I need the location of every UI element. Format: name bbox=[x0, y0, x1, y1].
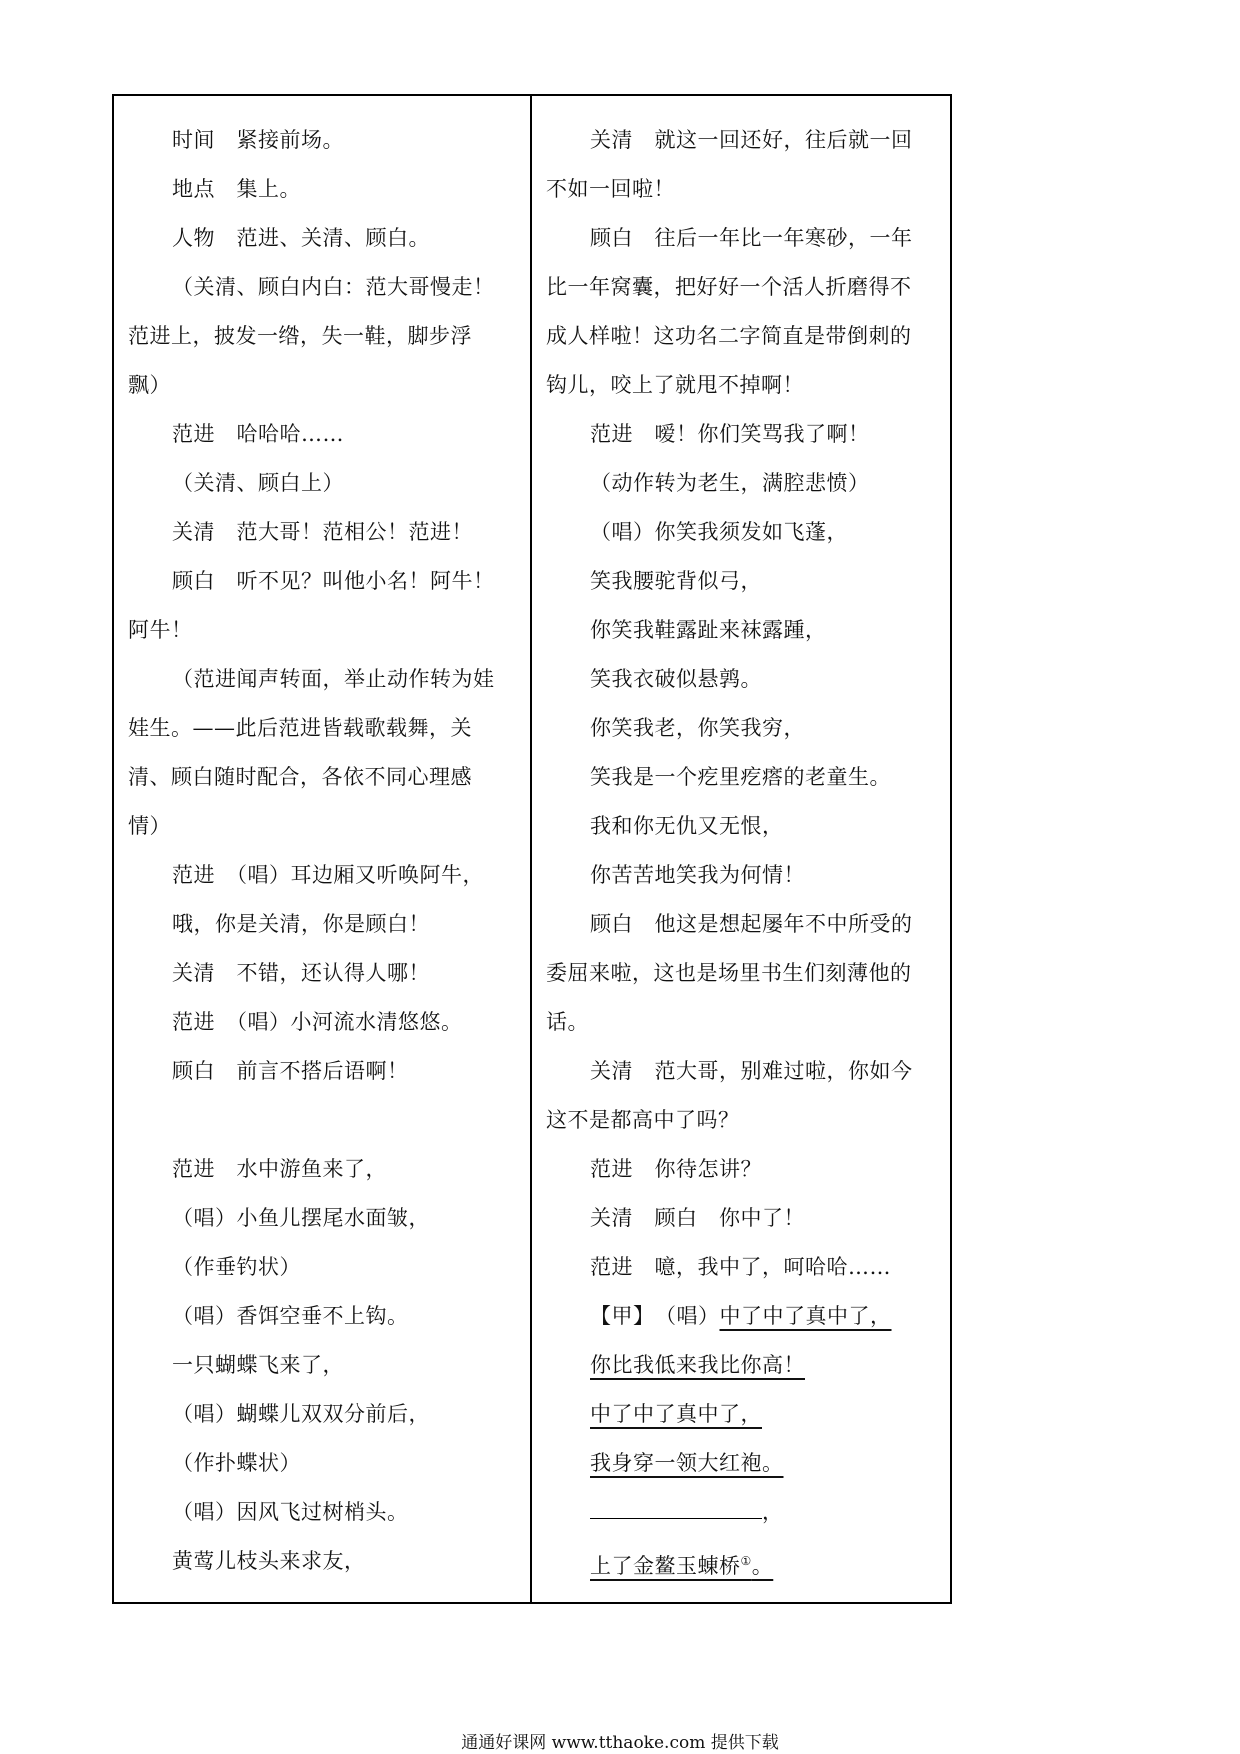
jia-line-2 bbox=[546, 1341, 936, 1390]
text-line: （唱）因风飞过树梢头。 bbox=[172, 1500, 409, 1524]
text-line: （范进闻声转面，举止动作转为娃 bbox=[172, 667, 495, 691]
text-line: 范进 你待怎讲？ bbox=[590, 1157, 762, 1181]
text-line: 范进 水中游鱼来了， bbox=[172, 1157, 387, 1181]
text-line: （作垂钓状） bbox=[172, 1255, 301, 1279]
text-line: 关清 范大哥！范相公！范进！ bbox=[172, 520, 473, 544]
text-line: 你笑我鞋露趾来袜露踵， bbox=[590, 618, 827, 642]
text-line: 钩儿，咬上了就甩不掉啊！ bbox=[546, 373, 804, 397]
text-line: 情） bbox=[128, 814, 171, 838]
text-line: 一只蝴蝶飞来了， bbox=[172, 1353, 344, 1377]
text-line: 关清 不错，还认得人哪！ bbox=[172, 961, 430, 985]
text-line: 哦，你是关清，你是顾白！ bbox=[172, 912, 430, 936]
text-line: （作扑蝶状） bbox=[172, 1451, 301, 1475]
text-line: 娃生。——此后范进皆载歌载舞，关 bbox=[128, 716, 472, 740]
text-line: 话。 bbox=[546, 1010, 589, 1034]
text-line: 顾白 前言不搭后语啊！ bbox=[172, 1059, 409, 1083]
document-table bbox=[112, 94, 952, 1604]
underlined-lyric: 中了中了真中了， bbox=[590, 1402, 762, 1426]
text-line: 成人样啦！这功名二字简直是带倒刺的 bbox=[546, 324, 912, 348]
jia-line-4 bbox=[546, 1439, 936, 1488]
fill-in-blank bbox=[590, 1498, 762, 1519]
text-line: 笑我衣破似悬鹑。 bbox=[590, 667, 762, 691]
jia-line-1 bbox=[546, 1292, 936, 1341]
column-divider bbox=[530, 96, 532, 1602]
underlined-lyric bbox=[590, 1554, 773, 1578]
text-line: （唱）你笑我须发如飞蓬， bbox=[590, 520, 848, 544]
text-line: 清、顾白随时配合，各依不同心理感 bbox=[128, 765, 472, 789]
text-line: 比一年窝囊，把好好一个活人折磨得不 bbox=[546, 275, 912, 299]
text-line: 我和你无仇又无恨， bbox=[590, 814, 784, 838]
text-line: 范进 （唱）小河流水清悠悠。 bbox=[172, 1010, 463, 1034]
left-column bbox=[128, 116, 518, 1586]
jia-line-6 bbox=[546, 1537, 936, 1586]
text-line: 顾白 他这是想起屡年不中所受的 bbox=[590, 912, 913, 936]
text-line: 笑我腰驼背似弓， bbox=[590, 569, 762, 593]
jia-line-3 bbox=[546, 1390, 936, 1439]
text-line: 这不是都高中了吗？ bbox=[546, 1108, 740, 1132]
text-line: （关清、顾白上） bbox=[172, 471, 344, 495]
sing-cue: （唱） bbox=[665, 1304, 720, 1328]
jia-line-5 bbox=[546, 1488, 936, 1537]
text-line: 阿牛！ bbox=[128, 618, 193, 642]
text-line: 顾白 听不见？叫他小名！阿牛！ bbox=[172, 569, 495, 593]
text-line: 笑我是一个疙里疙瘩的老童生。 bbox=[590, 765, 891, 789]
text-line: 关清 范大哥，别难过啦，你如今 bbox=[590, 1059, 913, 1083]
text-line: （唱）蝴蝶儿双双分前后， bbox=[172, 1402, 430, 1426]
text-line: 范进 （唱）耳边厢又听唤阿牛， bbox=[172, 863, 484, 887]
text-line: （关清、顾白内白：范大哥慢走！ bbox=[172, 275, 495, 299]
underlined-lyric: 中了中了真中了， bbox=[719, 1304, 892, 1328]
text-line: 人物 范进、关清、顾白。 bbox=[172, 226, 430, 250]
text-line: 范进 嗳！你们笑骂我了啊！ bbox=[590, 422, 870, 446]
text-line: 范进 噫，我中了，呵哈哈…… bbox=[590, 1255, 891, 1279]
footnote-marker: ① bbox=[740, 1554, 752, 1568]
text-line: 顾白 往后一年比一年寒砂，一年 bbox=[590, 226, 913, 250]
text-line: （唱）小鱼儿摆尾水面皱， bbox=[172, 1206, 430, 1230]
text-line: 地点 集上。 bbox=[172, 177, 301, 201]
blank-punctuation: ， bbox=[762, 1500, 784, 1524]
text-line: 飘） bbox=[128, 373, 171, 397]
text-line: 范进上，披发一绺，失一鞋，脚步浮 bbox=[128, 324, 472, 348]
text-line: 你笑我老，你笑我穷， bbox=[590, 716, 805, 740]
lyric-end: 。 bbox=[751, 1554, 774, 1578]
text-line: 时间 紧接前场。 bbox=[172, 128, 344, 152]
lyric-text: 上了金鳌玉蝀桥 bbox=[590, 1554, 741, 1578]
text-line: （动作转为老生，满腔悲愤） bbox=[590, 471, 870, 495]
text-line: 范进 哈哈哈…… bbox=[172, 422, 344, 446]
underlined-lyric: 你比我低来我比你高！ bbox=[590, 1353, 805, 1377]
right-column bbox=[546, 116, 936, 1586]
text-line: 关清 就这一回还好，往后就一回 bbox=[590, 128, 913, 152]
underlined-lyric: 我身穿一领大红袍。 bbox=[590, 1451, 784, 1475]
text-line: 不如一回啦！ bbox=[546, 177, 675, 201]
text-line: 黄莺儿枝头来求友， bbox=[172, 1549, 366, 1573]
text-line: （唱）香饵空垂不上钩。 bbox=[172, 1304, 409, 1328]
text-line: 关清 顾白 你中了！ bbox=[590, 1206, 805, 1230]
jia-mark: 【甲】 bbox=[590, 1304, 644, 1328]
blank-line bbox=[128, 1096, 518, 1145]
text-line: 你苦苦地笑我为何情！ bbox=[590, 863, 805, 887]
text-line: 委屈来啦，这也是场里书生们刻薄他的 bbox=[546, 961, 912, 985]
page-footer: 通通好课网 www.tthaoke.com 提供下载 bbox=[461, 1733, 779, 1753]
